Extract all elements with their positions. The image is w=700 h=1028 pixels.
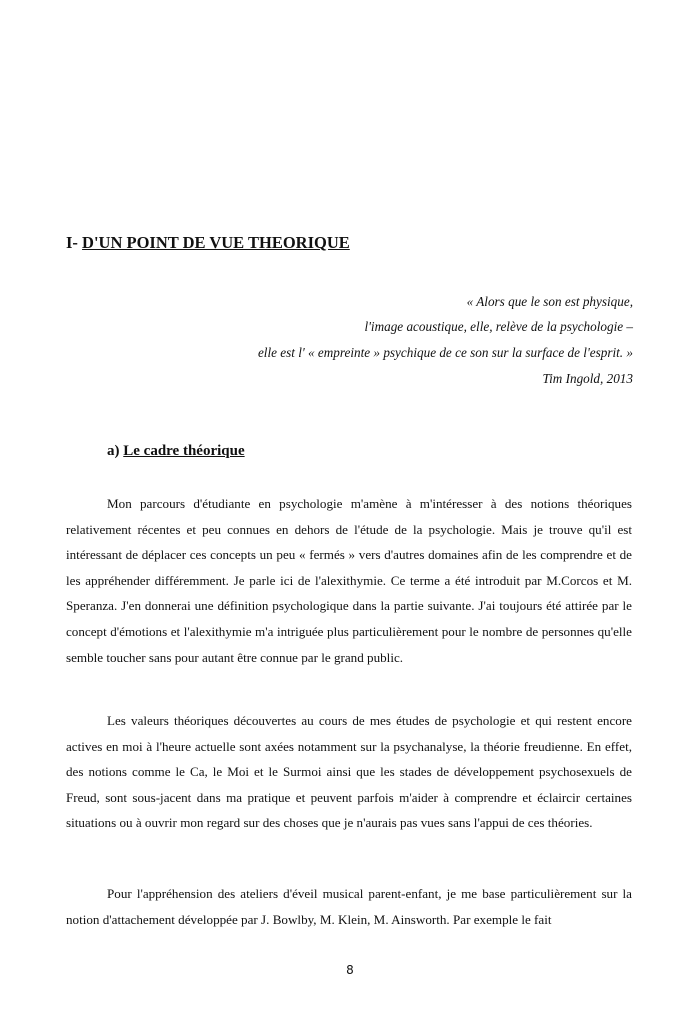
epigraph-attribution: Tim Ingold, 2013 [542,371,633,386]
body-paragraph-1: Mon parcours d'étudiante en psychologie m'amène à m'intéresser à des notions théoriques relativement récentes et peu connues en dehors de l'étude de la psychologie. Mais je trouve qu'il est intéressant de déplacer ces concepts un peu « fermés » vers d'autres domaines afin de les comprendre et de les appréhender différemment. Je parle ici de l'alexithymie. Ce terme a été introduit par M.Corcos et M. Speranza. J'en donnerai une définition psychologique dans la partie suivante. J'ai toujours été attirée par le concept d'émotions et l'alexithymie m'a intriguée plus particulièrement pour le nombre de personnes qu'elle semble toucher sans pour autant être connue par le grand public. [66,496,632,665]
section-title: D'UN POINT DE VUE THEORIQUE [82,233,350,252]
subsection-heading [107,443,245,460]
epigraph-line-3: elle est l' « empreinte » psychique de ce son sur la surface de l'esprit. » [257,345,633,360]
epigraph-line-2: l'image acoustique, elle, relève de la psychologie – [364,319,633,334]
page-number: 8 [346,963,354,977]
section-heading [66,233,350,253]
subsection-title: Le cadre théorique [123,443,245,459]
body-paragraph-3: Pour l'appréhension des ateliers d'éveil musical parent-enfant, je me base particulièrement sur la notion d'attachement développée par J. Bowlby, M. Klein, M. Ainsworth. Par exemple le fait [66,886,632,927]
epigraph-line-1: « Alors que le son est physique, [466,294,633,309]
section-number: I- [66,233,78,252]
body-paragraph-2: Les valeurs théoriques découvertes au cours de mes études de psychologie et qui restent encore actives en moi à l'heure actuelle sont axées notamment sur la psychanalyse, la théorie freudienne. En effet, des notions comme le Ca, le Moi et le Surmoi ainsi que les stades de développement psychosexuels de Freud, sont sous-jacent dans ma pratique et peuvent parfois m'aider à comprendre et éclaircir certaines situations ou à ouvrir mon regard sur des choses que je n'aurais pas vues sans l'appui de ces théories. [66,713,632,831]
subsection-label: a) [107,443,120,459]
